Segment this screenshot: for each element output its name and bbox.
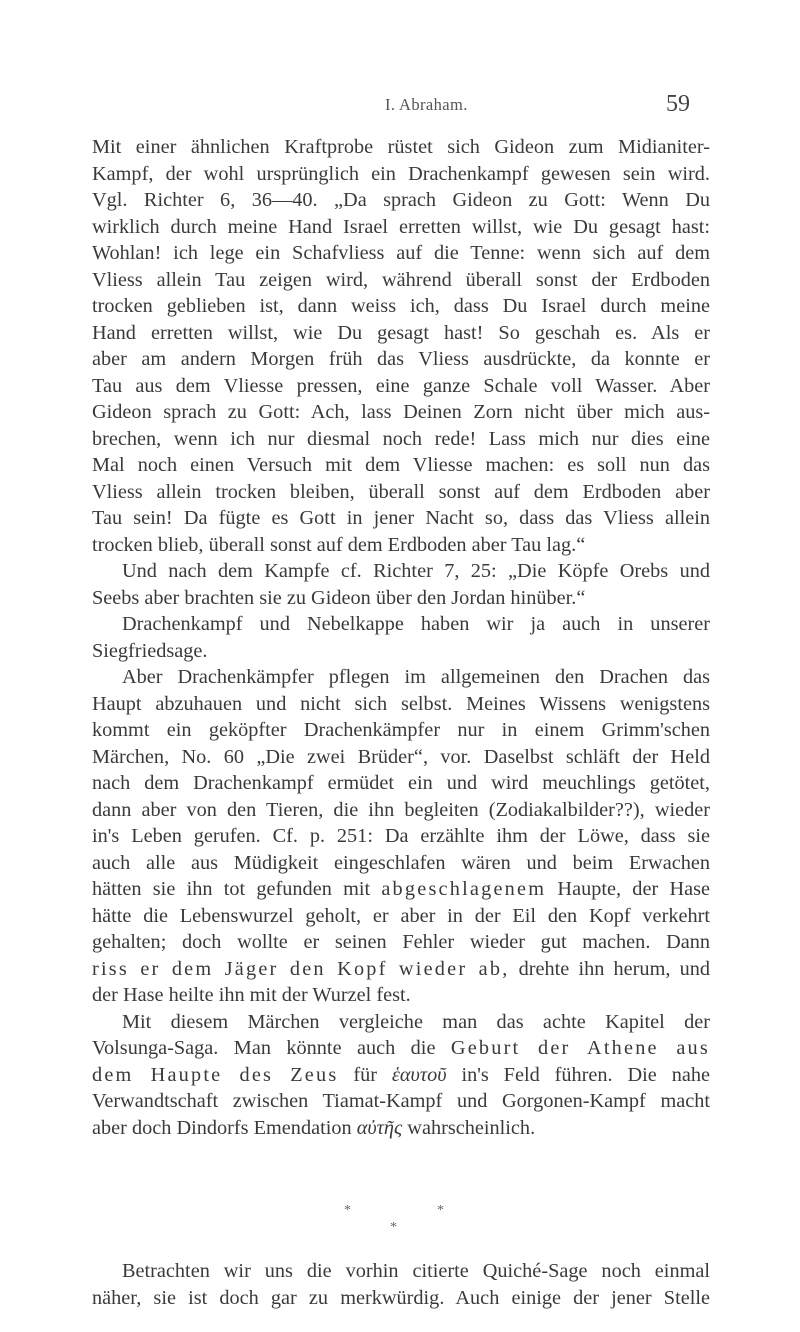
text-run: für (338, 1063, 392, 1086)
text-line: trocken geblieben ist, dann weiss ich, dass Du Israel durch meine (92, 295, 710, 317)
text-line: Kampf, der wohl ursprünglich ein Drachenkampf gewesen sein wird. (92, 162, 710, 185)
text-line: trocken blieb, überall sonst auf dem Erdboden aber Tau lag.“ (92, 533, 586, 556)
emphasis-spaced: Geburt der Athene aus (450, 1037, 710, 1059)
text-line (92, 1062, 710, 1089)
text-line: Vgl. Richter 6, 36—40. „Da sprach Gideon zu Gott: Wenn Du (92, 189, 710, 211)
text-line: näher, sie ist doch gar zu merkwürdig. Auch einige der jener Stelle (92, 1286, 710, 1309)
text-line: Haupt abzuhauen und nicht sich selbst. Meines Wissens wenigstens (92, 692, 710, 715)
text-line: Wohlan! ich lege ein Schafvliess auf die Tenne: wenn sich auf dem (92, 242, 710, 264)
body-text (92, 134, 710, 1141)
text-line: Gideon sprach zu Gott: Ach, lass Deinen Zorn nicht über mich aus- (92, 401, 710, 423)
emphasis-spaced: abgeschlagenem (381, 878, 547, 900)
paragraph-athene (92, 1009, 710, 1142)
text-line: Mit einer ähnlichen Kraftprobe rüstet sich Gideon zum Midianiter- (92, 136, 710, 158)
paragraph-group (92, 134, 710, 876)
text-line: der Hase heilte ihn mit der Wurzel fest. (92, 984, 411, 1006)
text-run: aber doch Dindorfs Emendation (92, 1116, 357, 1139)
text-run: Haupte, der Hase (546, 878, 710, 900)
paragraph-severed-head (92, 876, 710, 1009)
text-line: brechen, wenn ich nur diesmal noch rede! Lass mich nur dies eine (92, 427, 710, 450)
text-line: kommt ein geköpfter Drachenkämpfer nur in einem Grimm'schen (92, 719, 710, 741)
text-line: Vliess allein trocken bleiben, überall sonst auf dem Erdboden aber (92, 480, 710, 503)
text-line: Hand erretten willst, wie Du gesagt hast! So geschah es. Als er (92, 321, 710, 344)
text-line: Siegfriedsage. (92, 639, 208, 662)
text-line: Mal noch einen Versuch mit dem Vliesse machen: es soll nun das (92, 454, 710, 476)
text-line (92, 1035, 710, 1062)
paragraph (92, 134, 710, 558)
text-line (92, 1115, 710, 1142)
emphasis-spaced: dem Haupte des Zeus (92, 1063, 339, 1086)
text-run: Volsunga-Saga. Man könnte auch die (92, 1037, 451, 1059)
paragraph (92, 611, 710, 664)
text-line: Verwandtschaft zwischen Tiamat-Kampf und Gorgonen-Kampf macht (92, 1090, 710, 1112)
text-line: wirklich durch meine Hand Israel erretten willst, wie Du gesagt hast: (92, 215, 710, 238)
text-run: in's Feld führen. Die nahe (446, 1063, 710, 1086)
text-line: Seebs aber brachten sie zu Gideon über den Jordan hinüber.“ (92, 586, 586, 609)
text-line: auch alle aus Müdigkeit eingeschlafen wären und beim Erwachen (92, 851, 710, 874)
paragraph (92, 664, 710, 876)
text-line: Drachenkampf und Nebelkappe haben wir ja auch in unserer (122, 613, 710, 635)
text-line: Vliess allein Tau zeigen wird, während überall sonst der Erdboden (92, 268, 710, 291)
text-line (92, 956, 710, 983)
separator-star: * (344, 1203, 351, 1218)
text-line: nach dem Drachenkampf ermüdet ein und wird meuchlings getötet, (92, 772, 710, 794)
greek-word: ἑαυτοῦ (391, 1063, 447, 1086)
greek-word: αὐτῆς (356, 1116, 403, 1139)
separator-star: * (390, 1220, 397, 1235)
text-line: Tau sein! Da fügte es Gott in jener Nacht so, dass das Vliess allein (92, 507, 710, 529)
text-line (92, 876, 710, 903)
text-line: Und nach dem Kampfe cf. Richter 7, 25: „Die Köpfe Orebs und (122, 560, 710, 582)
separator-star: * (437, 1203, 444, 1218)
text-line: Märchen, No. 60 „Die zwei Brüder“, vor. Daselbst schläft der Held (92, 745, 710, 768)
text-line: Betrachten wir uns die vorhin citierte Quiché-Sage noch einmal (122, 1260, 710, 1282)
text-run: drehte ihn herum, und (509, 957, 710, 980)
text-line: gehalten; doch wollte er seinen Fehler wieder gut machen. Dann (92, 931, 710, 953)
paragraph-quiche (92, 1258, 710, 1311)
text-line: in's Leben gerufen. Cf. p. 251: Da erzählte ihm der Löwe, dass sie (92, 825, 710, 847)
text-line: Aber Drachenkämpfer pflegen im allgemeinen den Drachen das (122, 666, 710, 688)
text-run: wahrscheinlich. (402, 1116, 536, 1139)
running-title: I. Abraham. (385, 95, 468, 114)
text-line: hätte die Lebenswurzel geholt, er aber in der Eil den Kopf verkehrt (92, 904, 710, 927)
section-separator (0, 1203, 800, 1243)
page-number: 59 (666, 91, 690, 117)
running-head (90, 93, 710, 129)
text-line: Tau aus dem Vliesse pressen, eine ganze Schale voll Wasser. Aber (92, 374, 710, 397)
emphasis-spaced: riss er dem Jäger den Kopf wieder ab, (92, 957, 510, 980)
text-line: Mit diesem Märchen vergleiche man das achte Kapitel der (122, 1010, 710, 1033)
text-line: dann aber von den Tieren, die ihn begleiten (Zodiakalbilder??), wieder (92, 798, 710, 821)
text-line: aber am andern Morgen früh das Vliess ausdrückte, da konnte er (92, 348, 710, 370)
text-run: hätten sie ihn tot gefunden mit (92, 878, 382, 900)
paragraph (92, 558, 710, 611)
